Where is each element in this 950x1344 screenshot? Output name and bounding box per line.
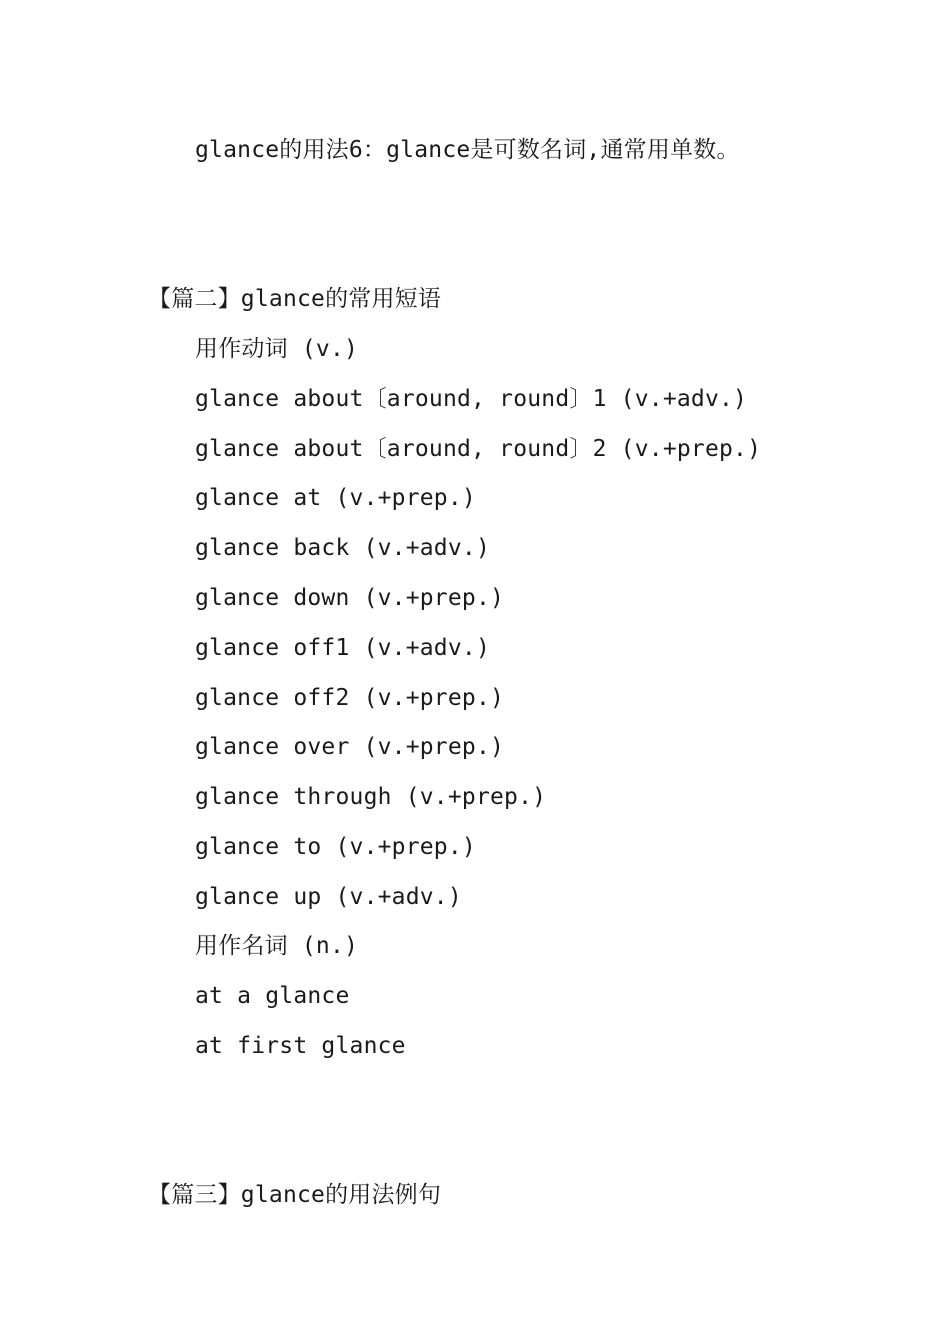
phrase-item: glance down (v.+prep.) bbox=[195, 585, 505, 611]
phrase-item: glance about〔around, round〕1 (v.+adv.) bbox=[195, 386, 748, 412]
phrase-item: glance over (v.+prep.) bbox=[195, 734, 505, 760]
phrase-item: glance at (v.+prep.) bbox=[195, 485, 476, 511]
phrase-item: glance up (v.+adv.) bbox=[195, 884, 462, 910]
phrase-item: at a glance bbox=[195, 983, 350, 1009]
phrase-item: glance about〔around, round〕2 (v.+prep.) bbox=[195, 436, 762, 462]
usage-6-text: glance的用法6：glance是可数名词,通常用单数。 bbox=[195, 137, 740, 163]
verb-usage-label: 用作动词 (v.) bbox=[195, 336, 359, 362]
phrase-item: glance through (v.+prep.) bbox=[195, 784, 547, 810]
phrase-item: at first glance bbox=[195, 1033, 406, 1059]
phrase-item: glance back (v.+adv.) bbox=[195, 535, 490, 561]
phrase-item: glance off1 (v.+adv.) bbox=[195, 635, 490, 661]
section-3-heading: 【篇三】glance的用法例句 bbox=[148, 1182, 442, 1208]
noun-usage-label: 用作名词 (n.) bbox=[195, 933, 359, 959]
phrase-item: glance to (v.+prep.) bbox=[195, 834, 476, 860]
section-2-heading: 【篇二】glance的常用短语 bbox=[148, 286, 442, 312]
phrase-item: glance off2 (v.+prep.) bbox=[195, 685, 505, 711]
